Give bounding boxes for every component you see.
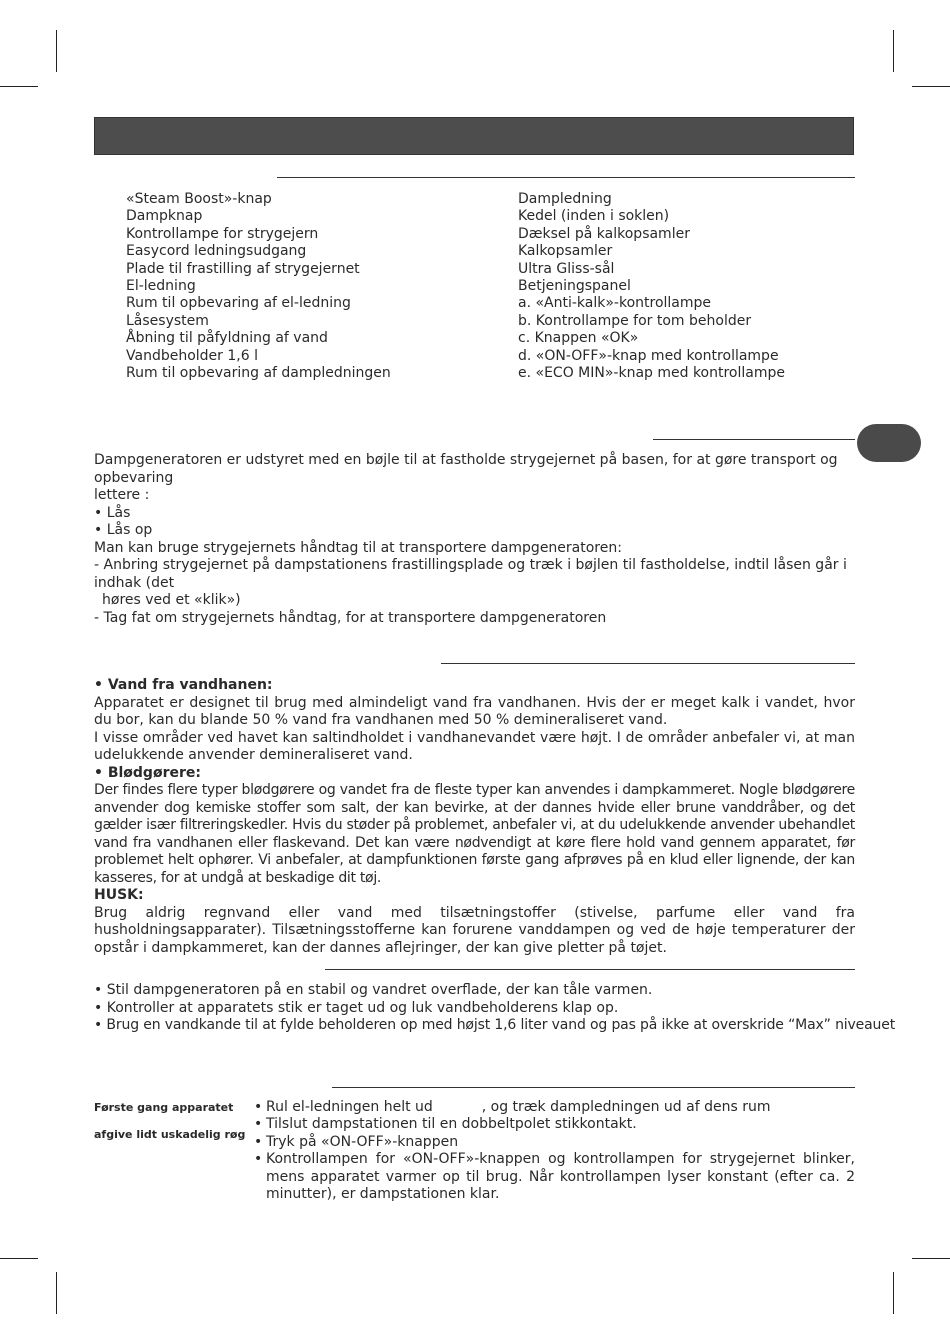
tap-water-paragraph: I visse områder ved havet kan saltindholdet i vandhanevandet være højt. I de områder anbefaler vi, at man udelukkende anvender demineraliseret vand. [94, 729, 855, 763]
part-item: a. «Anti-kalk»-kontrollampe [518, 295, 712, 312]
handle-intro: Man kan bruge strygejernets håndtag til at transportere dampgeneratoren: [94, 539, 622, 556]
softener-paragraph: Der findes flere typer blødgørere og vandet fra de fleste typer kan anvendes i dampkammeret. Nogle blødgørere anvender dog kemiske stoffer som salt, der kan bevirke, at der dannes hvide eller brune vanddråber, og det gælder især filtreringskedler. Hvis du støder på problemet, anbefaler vi, at du udelukkende anvender ubehandlet vand fra vandhanen eller flaskevand. Det kan være nødvendigt at køre flere hold vand gennem apparatet, før problemet helt ophører. Vi anbefaler, at dampfunktionen første gang afprøves på en klud eller lignende, der kan kasseres, for at undgå at beskadige dit tøj. [94, 782, 855, 886]
crop-mark [56, 1272, 57, 1314]
lock-item: • Lås [94, 504, 131, 521]
part-item: e. «ECO MIN»-knap med kontrollampe [518, 365, 785, 382]
bullet-dot: • [254, 1133, 263, 1150]
part-item: Vandbeholder 1,6 l [126, 347, 258, 364]
part-item: c. Knappen «OK» [518, 330, 639, 347]
list-item [254, 1099, 855, 1116]
crop-mark [893, 30, 894, 72]
list-item-text: Rul el-ledningen helt ud , og træk dampledningen ud af dens rum [266, 1099, 771, 1115]
startup-list [254, 1099, 855, 1203]
transport-line: lettere : [94, 487, 150, 503]
section-rule [325, 969, 855, 970]
part-item: Dampknap [126, 208, 203, 225]
crop-mark [0, 86, 38, 87]
part-item: Plade til frastilling af strygejernet [126, 260, 360, 277]
list-item-text: Kontrollampen for «ON-OFF»-knappen og kontrollampen for strygejernet blinker, mens apparatet varmer op til brug. Når kontrollampen lyser konstant (efter ca. 2 minutter), er dampstationen klar. [266, 1151, 855, 1203]
list-item [254, 1134, 855, 1151]
water-section [94, 677, 855, 957]
part-item: Rum til opbevaring af dampledningen [126, 365, 391, 382]
transport-step: - Anbring strygejernet på dampstationens frastillingsplade og træk i bøjlen til fastholdelse, indtil låsen går i indhak (det [94, 557, 847, 591]
side-note: Første gang apparatet [94, 1101, 234, 1114]
unlock-item: • Lås op [94, 522, 153, 538]
transport-step: - Tag fat om strygejernets håndtag, for at transportere dampgeneratoren [94, 609, 607, 626]
bullet-dot: • [254, 1099, 263, 1115]
parts-list-right [518, 191, 785, 382]
transport-line: Dampgeneratoren er udstyret med en bøjle til at fastholde strygejernet på basen, for at gøre transport og opbevaring [94, 452, 838, 486]
list-item-text: Tryk på «ON-OFF»-knappen [266, 1133, 459, 1150]
part-item: Dæksel på kalkopsamler [518, 225, 690, 242]
parts-list-left [126, 191, 391, 382]
softener-heading: • Blødgørere: [94, 764, 201, 781]
fill-bullet: • Kontroller at apparatets stik er taget ud og luk vandbeholderens klap op. [94, 999, 619, 1016]
crop-mark [912, 86, 950, 87]
bullet-dot: • [254, 1116, 263, 1133]
part-item: Dampledning [518, 191, 612, 207]
part-item: Rum til opbevaring af el-ledning [126, 295, 351, 312]
part-item: El-ledning [126, 278, 196, 295]
transport-section [94, 452, 855, 627]
tap-water-paragraph: Apparatet er designet til brug med almindeligt vand fra vandhanen. Hvis der er meget kalk i vandet, hvor du bor, kan du blande 50 % vand fra vandhanen med 50 % demineraliseret vand. [94, 694, 855, 728]
list-item-text: Tilslut dampstationen til en dobbeltpolet stikkontakt. [266, 1116, 637, 1133]
part-item: «Steam Boost»-knap [126, 191, 272, 207]
side-note: afgive lidt uskadelig røg [94, 1128, 246, 1141]
header-banner [94, 117, 854, 155]
part-item: Betjeningspanel [518, 278, 631, 295]
fill-bullet: • Stil dampgeneratoren på en stabil og vandret overflade, der kan tåle varmen. [94, 982, 653, 998]
fill-bullet: • Brug en vandkande til at fylde beholderen op med højst 1,6 liter vand og pas på ikke at overskride “Max” niveauet [94, 1017, 896, 1033]
section-rule [277, 177, 855, 178]
list-item [254, 1151, 855, 1203]
fill-section [94, 982, 896, 1035]
section-rule [653, 439, 855, 440]
part-item: Ultra Gliss-sål [518, 260, 615, 277]
language-tab [857, 424, 921, 462]
list-item [254, 1116, 855, 1133]
part-item: Låsesystem [126, 312, 209, 329]
part-item: b. Kontrollampe for tom beholder [518, 312, 752, 329]
crop-mark [912, 1258, 950, 1259]
husk-heading: HUSK: [94, 887, 144, 903]
part-item: Easycord ledningsudgang [126, 243, 307, 260]
bullet-dot: • [254, 1151, 263, 1168]
part-item: d. «ON-OFF»-knap med kontrollampe [518, 347, 779, 364]
tap-water-heading: • Vand fra vandhanen: [94, 677, 273, 693]
part-item: Kalkopsamler [518, 243, 613, 260]
husk-paragraph: Brug aldrig regnvand eller vand med tilsætningstoffer (stivelse, parfume eller vand fra husholdningsapparater). Tilsætningsstofferne kan forurene vanddampen og ved de høje temperaturer der opstår i dampkammeret, kan der dannes aflejringer, der kan give pletter på tøjet. [94, 904, 855, 956]
crop-mark [0, 1258, 38, 1259]
crop-mark [893, 1272, 894, 1314]
part-item: Kontrollampe for strygejern [126, 225, 319, 242]
crop-mark [56, 30, 57, 72]
section-rule [441, 663, 855, 664]
section-rule [332, 1087, 855, 1088]
transport-step-cont: høres ved et «klik») [102, 592, 241, 608]
part-item: Kedel (inden i soklen) [518, 208, 670, 225]
part-item: Åbning til påfyldning af vand [126, 330, 328, 347]
